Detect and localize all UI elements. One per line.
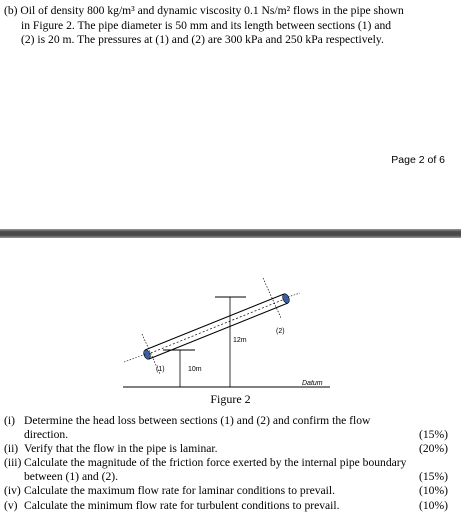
page-top xyxy=(0,0,461,229)
label-10m: 10m xyxy=(188,366,202,373)
figure-2 xyxy=(0,238,461,528)
question-line: (2) is 20 m. The pressures at (1) and (2) are 300 kPa and 250 kPa respectively. xyxy=(21,33,384,46)
sub-question xyxy=(4,484,456,498)
sub-question-number: (v) xyxy=(4,498,18,512)
sub-question-text: direction. xyxy=(24,428,69,442)
sub-question xyxy=(4,442,456,456)
page-break-bar xyxy=(0,229,461,238)
pipe-diagram xyxy=(0,238,461,398)
sub-question xyxy=(4,456,456,484)
label-12m: 12m xyxy=(233,337,247,344)
sub-questions xyxy=(4,414,456,513)
sub-question-text: Verify that the flow in the pipe is laminar. xyxy=(24,442,218,456)
sub-question-text: Calculate the minimum flow rate for turbulent conditions to prevail. xyxy=(24,498,340,512)
pipe-wall-bottom xyxy=(149,303,288,359)
figure-caption: Figure 2 xyxy=(210,392,251,406)
sub-question-text: Calculate the magnitude of the friction force exerted by the internal pipe boundary xyxy=(24,456,407,470)
sub-question-mark: (20%) xyxy=(419,442,448,456)
question-text xyxy=(4,4,456,48)
label-section-2: (2) xyxy=(276,328,285,335)
sub-question-number: (i) xyxy=(4,414,15,427)
sub-question-mark: (15%) xyxy=(419,428,448,442)
sub-question-mark: (15%) xyxy=(419,470,448,484)
label-datum: Datum xyxy=(302,380,323,387)
sub-question-mark: (10%) xyxy=(419,498,448,512)
label-section-1: (1) xyxy=(156,366,165,373)
sub-question-number: (ii) xyxy=(4,442,19,456)
sub-question-text: Determine the head loss between sections (1) and (2) and confirm the flow xyxy=(24,414,371,427)
sub-question-number: (iii) xyxy=(4,456,22,470)
page-number: Page 2 of 6 xyxy=(391,154,445,166)
extension-line xyxy=(124,354,146,362)
sub-question xyxy=(4,499,456,513)
question-line: in Figure 2. The pipe diameter is 50 mm and its length between sections (1) and xyxy=(21,18,392,32)
sub-question-mark: (10%) xyxy=(419,484,448,498)
sub-question xyxy=(4,414,456,442)
sub-question-text: between (1) and (2). xyxy=(24,470,118,484)
pipe-centerline xyxy=(147,299,286,355)
question-line: (b) Oil of density 800 kg/m³ and dynamic viscosity 0.1 Ns/m² flows in the pipe shown xyxy=(4,4,404,17)
sub-question-text: Calculate the maximum flow rate for laminar conditions to prevail. xyxy=(24,484,336,498)
pipe-wall-top xyxy=(145,294,284,350)
extension-line xyxy=(288,293,300,297)
sub-question-number: (iv) xyxy=(4,484,21,498)
